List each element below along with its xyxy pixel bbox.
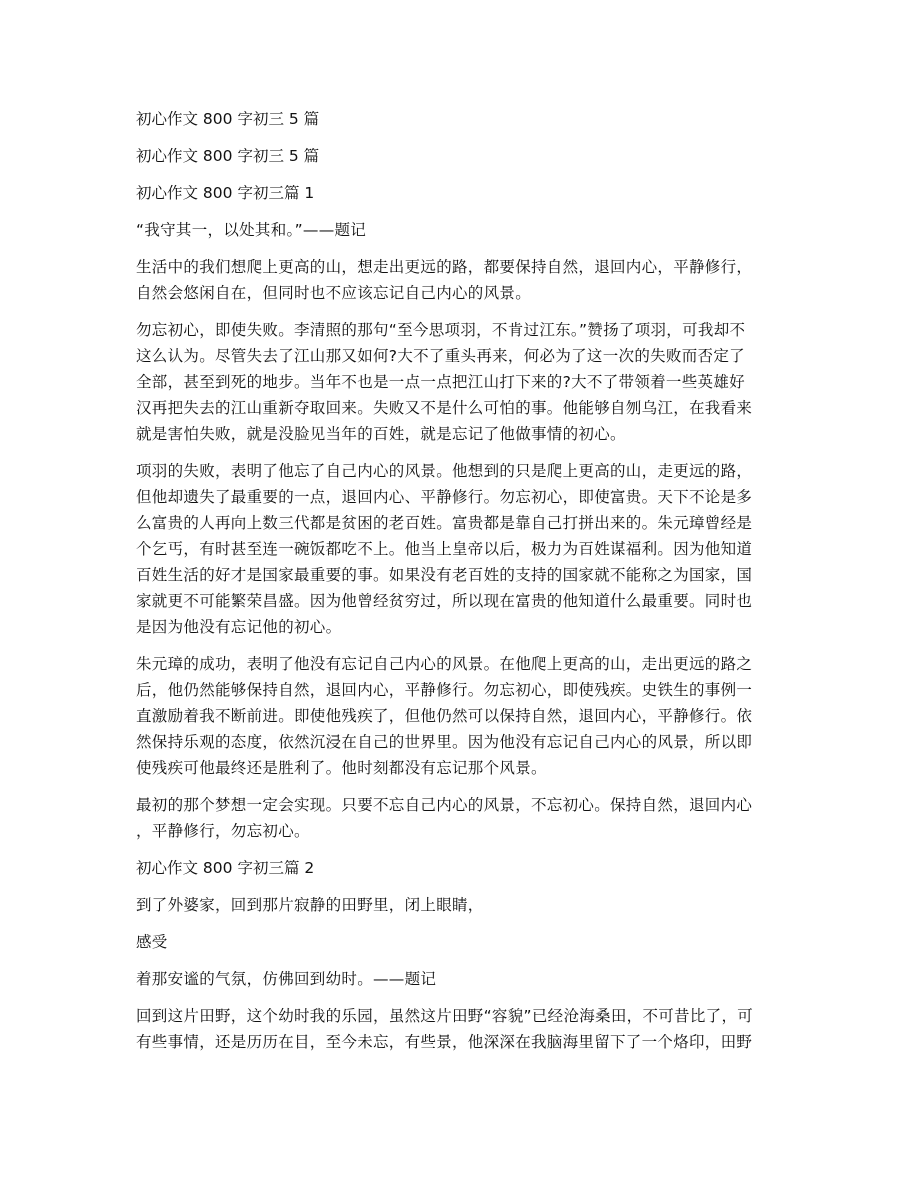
essay-2-heading: 初心作文 800 字初三篇 2 (136, 859, 315, 877)
essay-1-paragraph-4: 朱元璋的成功，表明了他没有忘记自己内心的风景。在他爬上更高的山，走出更远的路之 后，他仍然能够保持自然，退回内心，平静修行。勿忘初心，即使残疾。史铁生的事例一 直激励着我不断前进。即使他残疾了，但他仍然可以保持自然，退回内心，平静修行。依 然保持乐观的态度，依然沉浸在自己的世界里。因为他没有忘记自己内心的风景，所以即 使残疾可他最终还是胜利了。他时刻都没有忘记那个风景。 (136, 655, 753, 777)
essay-1-paragraph-1: 生活中的我们想爬上更高的山，想走出更远的路，都要保持自然，退回内心，平静修行， 自然会悠闲自在，但同时也不应该忘记自己内心的风景。 (136, 258, 753, 302)
essay-1-epigraph: “我守其一，以处其和。”——题记 (136, 221, 367, 239)
doc-title-2: 初心作文 800 字初三 5 篇 (136, 147, 320, 165)
document-page (136, 106, 786, 1055)
essay-1-heading: 初心作文 800 字初三篇 1 (136, 184, 315, 202)
essay-2-epigraph: 着那安谧的气氛，仿佛回到幼时。——题记 (136, 970, 437, 988)
essay-1-paragraph-3: 项羽的失败，表明了他忘了自己内心的风景。他想到的只是爬上更高的山，走更远的路， 但他却遗失了最重要的一点，退回内心、平静修行。勿忘初心，即使富贵。天下不论是多 么富贵的人再向上数三代都是贫困的老百姓。富贵都是靠自己打拼出来的。朱元璋曾经是 个乞丐，有时甚至连一碗饭都吃不上。他当上皇帝以后，极力为百姓谋福利。因为他知道 百姓生活的好才是国家最重要的事。如果没有老百姓的支持的国家就不能称之为国家，国 家就更不可能繁荣昌盛。因为他曾经贫穷过，所以现在富贵的他知道什么最重要。同时也 是因为他没有忘记他的初心。 (136, 462, 753, 636)
essay-2-paragraph-1: 到了外婆家，回到那片寂静的田野里，闭上眼睛， (136, 896, 484, 914)
essay-1-paragraph-5: 最初的那个梦想一定会实现。只要不忘自己内心的风景，不忘初心。保持自然，退回内心 ，平静修行，勿忘初心。 (136, 796, 753, 840)
essay-2-paragraph-3: 回到这片田野，这个幼时我的乐园，虽然这片田野“容貌”已经沧海桑田，不可昔比了，可 有些事情，还是历历在目，至今未忘，有些景，他深深在我脑海里留下了一个烙印，田野 (136, 1007, 754, 1051)
doc-title-1: 初心作文 800 字初三 5 篇 (136, 110, 320, 128)
essay-2-paragraph-2: 感受 (136, 933, 168, 951)
essay-1-paragraph-2: 勿忘初心，即使失败。李清照的那句“至今思项羽，不肯过江东。”赞扬了项羽，可我却不 这么认为。尽管失去了江山那又如何?大不了重头再来，何必为了这一次的失败而否定了 全部，甚至到死的地步。当年不也是一点一点把江山打下来的?大不了带领着一些英雄好 汉再把失去的江山重新夺取回来。失败又不是什么可怕的事。他能够自刎乌江，在我看来 就是害怕失败，就是没脸见当年的百姓，就是忘记了他做事情的初心。 (136, 321, 753, 443)
